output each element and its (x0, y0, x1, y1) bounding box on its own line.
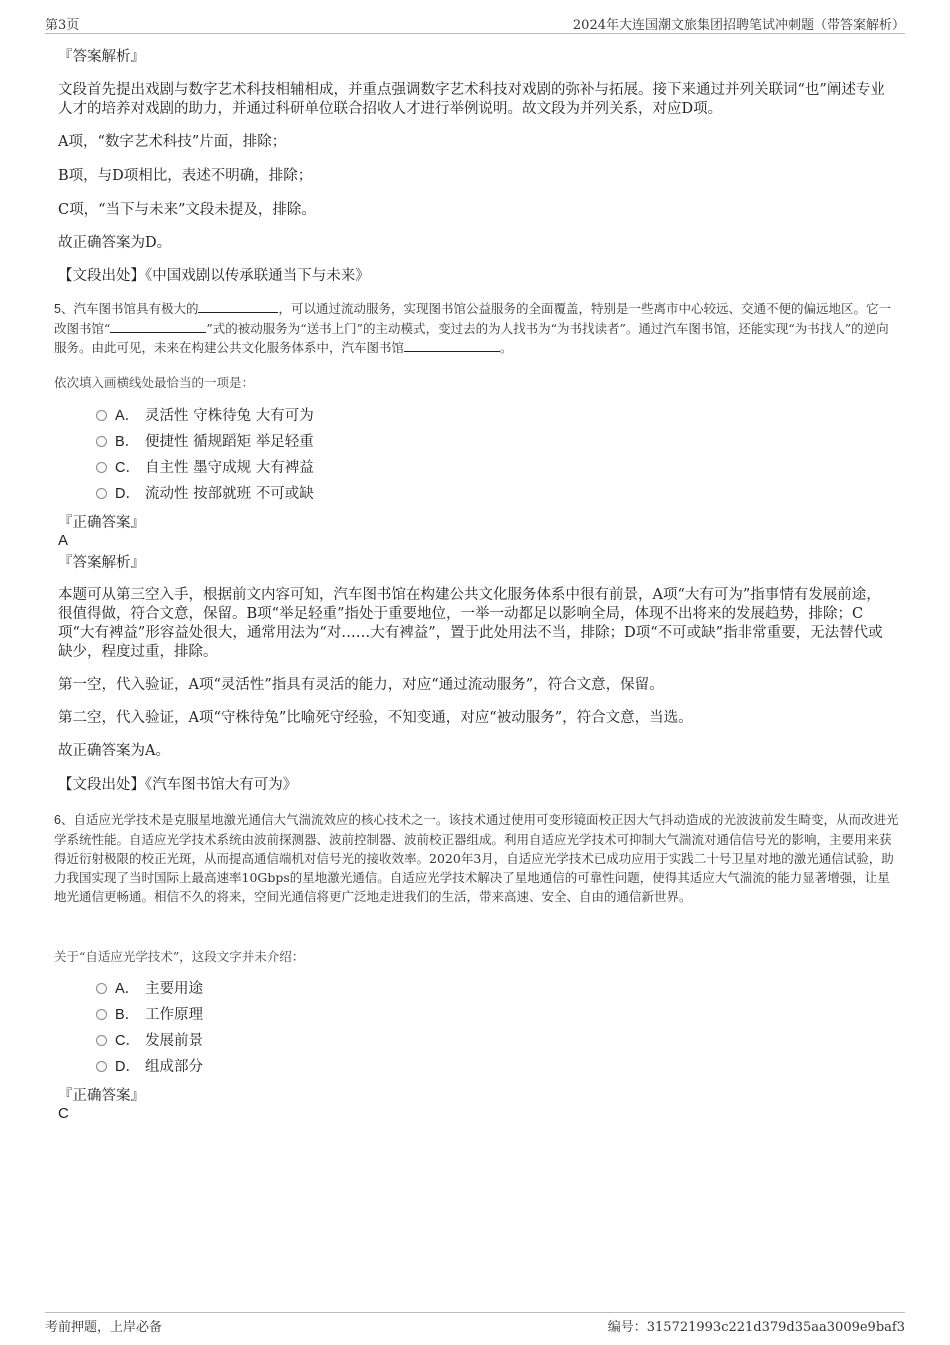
q6-option-d[interactable]: D． 组成部分 (96, 1056, 203, 1078)
q4-analysis-option-c: C项，“当下与未来”文段未提及，排除。 (58, 202, 316, 218)
footer-code: 编号：315721993c221d379d35aa3009e9baf3 (607, 1320, 905, 1335)
q6-answer: C (58, 1105, 69, 1122)
radio-icon[interactable] (96, 436, 107, 447)
radio-icon[interactable] (96, 462, 107, 473)
page-footer (45, 1312, 905, 1334)
q5-option-b[interactable]: B． 便捷性 循规蹈矩 举足轻重 (96, 431, 314, 453)
radio-icon[interactable] (96, 1009, 107, 1020)
footer-slogan: 考前押题，上岸必备 (45, 1320, 163, 1335)
q4-conclusion: 故正确答案为D。 (58, 235, 172, 251)
radio-icon[interactable] (96, 1061, 107, 1072)
q4-analysis-option-b: B项，与D项相比，表述不明确，排除； (58, 168, 313, 184)
radio-icon[interactable] (96, 983, 107, 994)
q5-analysis-heading: 『答案解析』 (58, 555, 145, 571)
q5-blank-2 (110, 321, 206, 333)
q5-option-a[interactable]: A． 灵活性 守株待兔 大有可为 (96, 405, 314, 427)
q5-option-c[interactable]: C． 自主性 墨守成规 大有裨益 (96, 457, 314, 479)
q6-option-b[interactable]: B． 工作原理 (96, 1004, 203, 1026)
q6-number: 6、 (54, 813, 74, 827)
q5-analysis-paragraph-3: 第二空，代入验证，A项“守株待兔”比喻死守经验，不知变通，对应“被动服务”，符合文意，当选。 (58, 710, 693, 726)
q6-prompt: 关于“自适应光学技术”，这段文字并未介绍： (54, 949, 305, 964)
q5-answer-heading: 『正确答案』 (58, 515, 145, 531)
page-number: 第3页 (45, 18, 80, 33)
q4-analysis-option-a: A项，“数字艺术科技”片面，排除； (58, 134, 287, 150)
document-title: 2024年大连国潮文旅集团招聘笔试冲刺题（带答案解析） (572, 18, 905, 33)
q5-blank-1 (198, 301, 278, 313)
page-header (45, 14, 905, 34)
q5-option-d[interactable]: D． 流动性 按部就班 不可或缺 (96, 483, 314, 505)
q5-source: 【文段出处】《汽车图书馆大有可为》 (58, 777, 298, 793)
q5-prompt: 依次填入画横线处最恰当的一项是： (54, 375, 255, 390)
q5-conclusion: 故正确答案为A。 (58, 743, 170, 759)
radio-icon[interactable] (96, 1035, 107, 1046)
q6-option-a[interactable]: A． 主要用途 (96, 978, 203, 1000)
q4-analysis-heading: 『答案解析』 (58, 49, 145, 65)
q5-analysis-paragraph-1: 本题可从第三空入手，根据前文内容可知，汽车图书馆在构建公共文化服务体系中很有前景，A项“大有可为”指事情有发展前途，很值得做，符合文意，保留。B项“举足轻重”指处于重要地位，一举一动都足以影响全局，体现不出将来的发展趋势，排除；C项“大有裨益”形容益处很大，通常用法为“对……大有裨益”，置于此处用法不当，排除；D项“不可或缺”指非常重要，无法替代或缺少，程度过重，排除。 (58, 587, 883, 660)
q6-stem: 6、自适应光学技术是克服星地激光通信大气湍流效应的核心技术之一。该技术通过使用可变形镜面校正因大气抖动造成的光波波前发生畸变，从而改进光学系统性能。自适应光学技术系统由波前探测器、波前控制器、波前校正器组成。利用自适应光学技术可抑制大气湍流对通信信号光的影响，主要用来获得近衍射极限的校正光斑，从而提高通信端机对信号光的接收效率。2020年3月，自适应光学技术已成功应用于实践二十号卫星对地的激光通信试验，助力我国实现了当时国际上最高速率10Gbps的星地激光通信。自适应光学技术解决了星地通信的可靠性问题，使得其适应大气湍流的能力显著增强，让星地光通信更畅通。相信不久的将来，空间光通信将更广泛地走进我们的生活，带来高速、安全、自由的通信新世界。 (54, 812, 899, 904)
q5-stem: 5、汽车图书馆具有极大的 ，可以通过流动服务，实现图书馆公益服务的全面覆盖，特别是一些离市中心较远、交通不便的偏远地区。它一改图书馆“ ”式的被动服务为“送书上门”的主动模式，变过去的为人找书为“为书找读者”。通过汽车图书馆，还能实现“为书找人”的逆向服务。由此可见，未来在构建公共文化服务体系中，汽车图书馆 。 (54, 301, 891, 355)
q4-source: 【文段出处】《中国戏剧以传承联通当下与未来》 (58, 268, 370, 284)
radio-icon[interactable] (96, 488, 107, 499)
radio-icon[interactable] (96, 410, 107, 421)
q5-blank-3 (404, 340, 500, 352)
q5-analysis-paragraph-2: 第一空，代入验证，A项“灵活性”指具有灵活的能力，对应“通过流动服务”，符合文意，保留。 (58, 677, 664, 693)
q4-analysis-paragraph: 文段首先提出戏剧与数字艺术科技相辅相成，并重点强调数字艺术科技对戏剧的弥补与拓展。接下来通过并列关联词“也”阐述专业人才的培养对戏剧的助力，并通过科研单位联合招收人才进行举例说明。故文段为并列关系，对应D项。 (58, 82, 885, 117)
q6-answer-heading: 『正确答案』 (58, 1088, 145, 1104)
q5-number: 5、 (54, 302, 74, 316)
q5-answer: A (58, 532, 69, 549)
q6-option-c[interactable]: C． 发展前景 (96, 1030, 203, 1052)
